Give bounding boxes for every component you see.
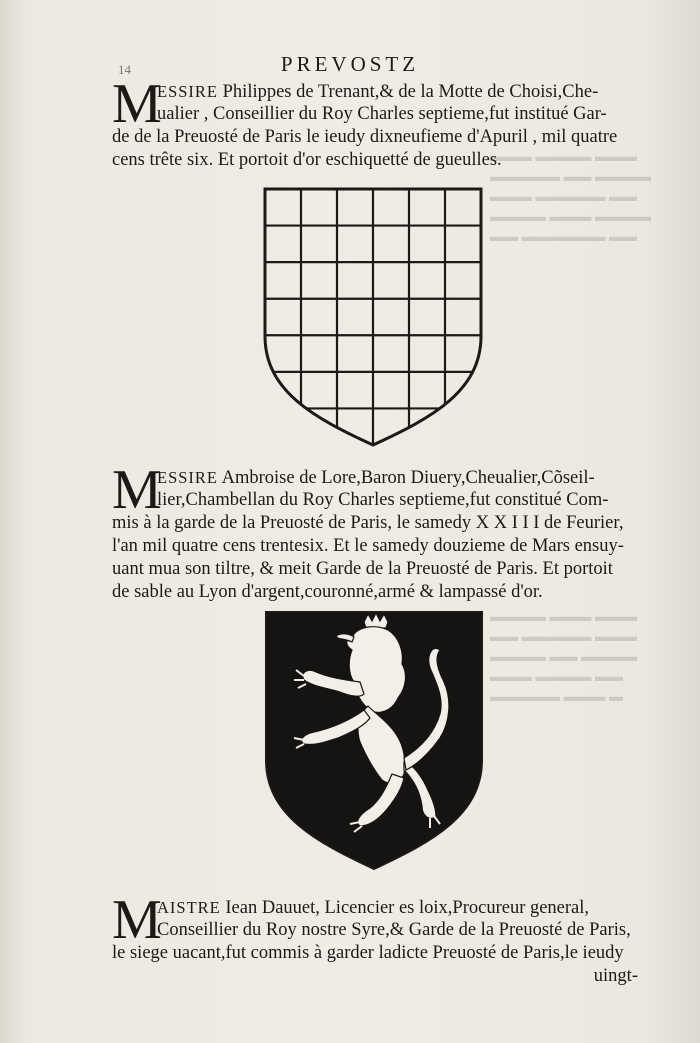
entry-first-line	[112, 896, 642, 919]
checkered-shield-illustration	[262, 186, 484, 448]
drop-capital: M	[112, 73, 162, 135]
entry-line: lier,Chambellan du Roy Charles septieme,fut constitué Com-	[157, 490, 609, 510]
entry-first-line	[112, 80, 642, 103]
entry-line-text: Philippes de Trenant,& de la Motte de Choisi,Che-	[218, 82, 599, 102]
entry-line: cens trête six. Et portoit d'or eschiquetté de gueulles.	[112, 150, 502, 170]
entry-lead-word: ESSIRE	[157, 468, 219, 487]
drop-capital: M	[112, 889, 162, 951]
entry-line-text: Iean Dauuet, Licencier es loix,Procureur general,	[220, 898, 590, 918]
entry-trenant	[112, 73, 642, 172]
entry-lead-word: AISTRE	[157, 898, 221, 917]
entry-lead-word: ESSIRE	[157, 82, 219, 101]
entry-dauuet	[112, 889, 642, 988]
entry-line: de de la Preuosté de Paris le ieudy dixneufieme d'Apuril , mil quatre	[112, 127, 618, 147]
entry-line: de sable au Lyon d'argent,couronné,armé & lampassé d'or.	[112, 582, 543, 602]
entry-line: le siege uacant,fut commis à garder ladicte Preuosté de Paris,le ieudy	[112, 943, 624, 963]
entry-line: Conseillier du Roy nostre Syre,& Garde de la Preuosté de Paris,	[157, 920, 631, 940]
entry-first-line	[112, 466, 642, 489]
running-title: PREVOSTZ	[280, 52, 420, 76]
entry-line: ualier , Conseillier du Roy Charles septieme,fut institué Gar-	[157, 104, 607, 124]
entry-line: uant mua son tiltre, & meit Garde de la Preuosté de Paris. Et portoit	[112, 559, 613, 579]
show-through-text: ▬▬▬ ▬▬▬▬ ▬▬▬ ▬▬▬▬▬ ▬▬ ▬▬▬▬ ▬▬▬ ▬▬▬▬▬ ▬▬ ▬▬▬▬ ▬▬▬ ▬▬▬▬ ▬▬ ▬▬▬▬▬▬ ▬▬	[490, 150, 651, 245]
entry-line-text: Ambroise de Lore,Baron Diuery,Cheualier,Cõseil-	[218, 468, 595, 488]
entry-line: l'an mil quatre cens trentesix. Et le samedy douzieme de Mars ensuy-	[112, 536, 624, 556]
page-number: 14	[118, 62, 131, 77]
drop-capital: M	[112, 459, 162, 521]
entry-line: mis à la garde de la Preuosté de Paris, le samedy X X I I I de Feurier,	[112, 513, 624, 533]
entry-lore	[112, 459, 642, 604]
show-through-text: ▬▬▬▬ ▬▬▬ ▬▬▬ ▬▬ ▬▬▬▬▬ ▬▬▬ ▬▬▬▬ ▬▬ ▬▬▬▬ ▬▬▬ ▬▬▬▬ ▬▬ ▬▬▬▬▬ ▬▬▬ ▬	[490, 610, 637, 705]
entry-catchword: uingt-	[593, 966, 638, 986]
lion-shield-illustration	[264, 610, 484, 872]
